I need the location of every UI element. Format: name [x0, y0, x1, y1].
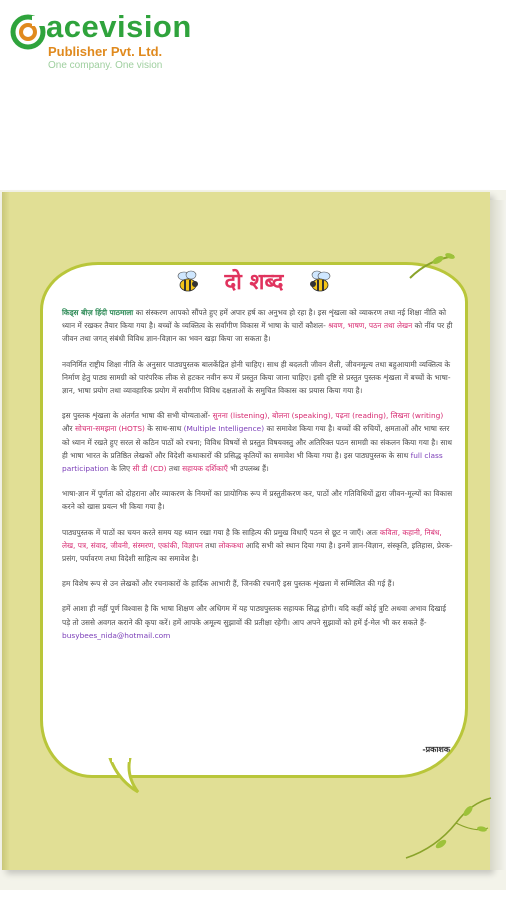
- highlighted-text: (Multiple Intelligence): [183, 424, 265, 434]
- preface-paragraph: [62, 306, 454, 346]
- preface-paragraph: [62, 358, 454, 398]
- paragraph-text: तथा: [202, 540, 219, 550]
- highlighted-text: full class participation: [62, 450, 443, 474]
- highlighted-text: किड्स बीज़ हिंदी पाठमाला: [62, 308, 134, 317]
- paragraph-text: तथा: [166, 464, 183, 474]
- title-row: [40, 266, 468, 300]
- paragraph-text: भाषा-ज्ञान में पूर्णता को दोहराना और व्याकरण के नियमों का प्रायोगिक रूप में प्रस्तुतीकरण कर, पाठों और गतिविधियों द्वारा जीवन-मूल्यों का विकास करने को खास प्रयत्न भी किया गया है।: [62, 489, 453, 512]
- bee-icon: [307, 270, 333, 294]
- bee-icon: [175, 270, 201, 294]
- paragraph-text: नवनिर्मित राष्ट्रीय शिक्षा नीति के अनुसार पाठ्यपुस्तक बालकेंद्रित होनी चाहिए। साथ ही बदलती जीवन शैली, जीवनमूल्य तथा बहुआयामी व्यक्तित्व के निर्माण हेतु पाठ्य सामग्री को पारंपरिक लीक से हटकर नवीन रूप में प्रस्तुत किया जाना चाहिए। इसी दृष्टि से प्रस्तुत पुस्तक शृंखला में बच्चों के भाषा-ज्ञान, भाषा प्रयोग तथा व्यावहारिक प्रयोग में सर्वांगीण विविध दक्षताओं के समुचित विकास का प्रयास किया गया है।: [62, 359, 451, 396]
- acevision-logo-icon: [10, 14, 46, 50]
- highlighted-text: कविता, कहानी, निबंध, लेख, पत्र, संवाद, जीवनी, संस्मरण, एकांकी, विज्ञापन: [62, 527, 442, 550]
- paragraph-text: हमें आशा ही नहीं पूर्ण विश्वास है कि भाषा शिक्षण और अधिगम में यह पाठ्यपुस्तक सहायक सिद्ध होगी। यदि कहीं कोई त्रुटि अथवा अभाव दिखाई पड़े तो उससे अवगत कराने की कृपा करें। हमें आपके अमूल्य सुझावों की प्रतीक्षा रहेगी। आप अपने सुझावों को हमें ई-मेल भी कर सकते हैं-: [62, 604, 447, 627]
- paragraph-text: और: [62, 424, 75, 434]
- preface-paragraph: [62, 577, 454, 590]
- highlighted-text: सी डी (CD): [132, 464, 167, 474]
- vine-decoration-icon: [396, 778, 496, 868]
- preface-paragraph: [62, 602, 454, 642]
- paragraph-text: के साथ-साथ: [144, 424, 184, 434]
- paragraph-text: इस पुस्तक शृंखला के अंतर्गत भाषा की सभी योग्यताओं-: [62, 411, 213, 421]
- book-binding: [2, 192, 10, 870]
- highlighted-text: सोचना-समझना (HOTS): [74, 424, 145, 434]
- preface-paragraph: [62, 409, 454, 475]
- paragraph-text: का समावेश किया गया है। बच्चों की रुचियों, क्षमताओं और भाषा स्तर को ध्यान में रखते हुए सरल से कठिन पाठों को रचना; विविध विषयों से प्रस्तुत विषयवस्तु और अतिरिक्त पठन सामग्री का संकलन किया गया है। साथ ही भाषा भारत के प्रतिष्ठित लेखकों और विदेशी कथाकारों की प्रसिद्ध कृतियों का समावेश भी किया गया है। इस पाठ्यपुस्तक के साथ: [62, 424, 452, 460]
- highlighted-text: लोककथा: [218, 540, 244, 550]
- preface-text: [62, 306, 454, 654]
- speech-bubble-tail: [108, 758, 148, 798]
- paragraph-text: पाठ्यपुस्तक में पाठों का चयन करते समय यह ध्यान रखा गया है कि साहित्य की प्रमुख विधाएँ पठन से छूट न जाएँ। अतः: [62, 527, 380, 537]
- highlighted-text: busybees_nida@hotmail.com: [62, 630, 171, 640]
- page-edge: [490, 200, 506, 870]
- page-title: दो शब्द: [224, 269, 284, 295]
- highlighted-text: सुनना (listening), बोलना (speaking), पढ़ना (reading), लिखना (writing): [212, 411, 444, 421]
- paragraph-text: भी उपलब्ध हैं।: [227, 464, 269, 474]
- brand-subtitle: Publisher Pvt. Ltd.: [48, 44, 163, 59]
- app-header: [0, 0, 506, 90]
- preface-paragraph: [62, 526, 454, 566]
- preface-paragraph: [62, 487, 454, 513]
- brand-tagline: One company. One vision: [48, 60, 163, 71]
- paragraph-text: हम विशेष रूप से उन लेखकों और रचनाकारों के हार्दिक आभारी हैं, जिनकी रचनाएँ इस पुस्तक शृंखला में सम्मिलित की गई हैं।: [62, 579, 395, 589]
- paragraph-text: के लिए: [108, 464, 133, 474]
- paragraph-text: को नींव पर ही जीवन तथा जगत् संबंधी विविध ज्ञान-विज्ञान का भवन खड़ा किया जा सकता है।: [62, 321, 453, 344]
- signoff: -प्रकाशक: [422, 745, 450, 754]
- paragraph-text: आदि सभी को स्थान दिया गया है। इनमें ज्ञान-विज्ञान, संस्कृति, इतिहास, प्रेरक-प्रसंग, पर्यावरण तथा विदेशी साहित्य का समावेश है।: [62, 540, 453, 564]
- highlighted-text: सहायक दर्शिकाएँ: [182, 464, 228, 474]
- brand-name: acevision: [46, 9, 192, 44]
- paragraph-text: का संस्करण आपको सौंपते हुए हमें अपार हर्ष का अनुभव हो रहा है। इस शृंखला को व्याकरण तथा नई शिक्षा नीति को ध्यान में रखकर तैयार किया गया है। बच्चों के व्यक्तित्व के सर्वांगीण विकास में भाषा के चारों कौशल-: [62, 308, 447, 331]
- highlighted-text: श्रवण, भाषण, पठन तथा लेखन: [328, 321, 413, 331]
